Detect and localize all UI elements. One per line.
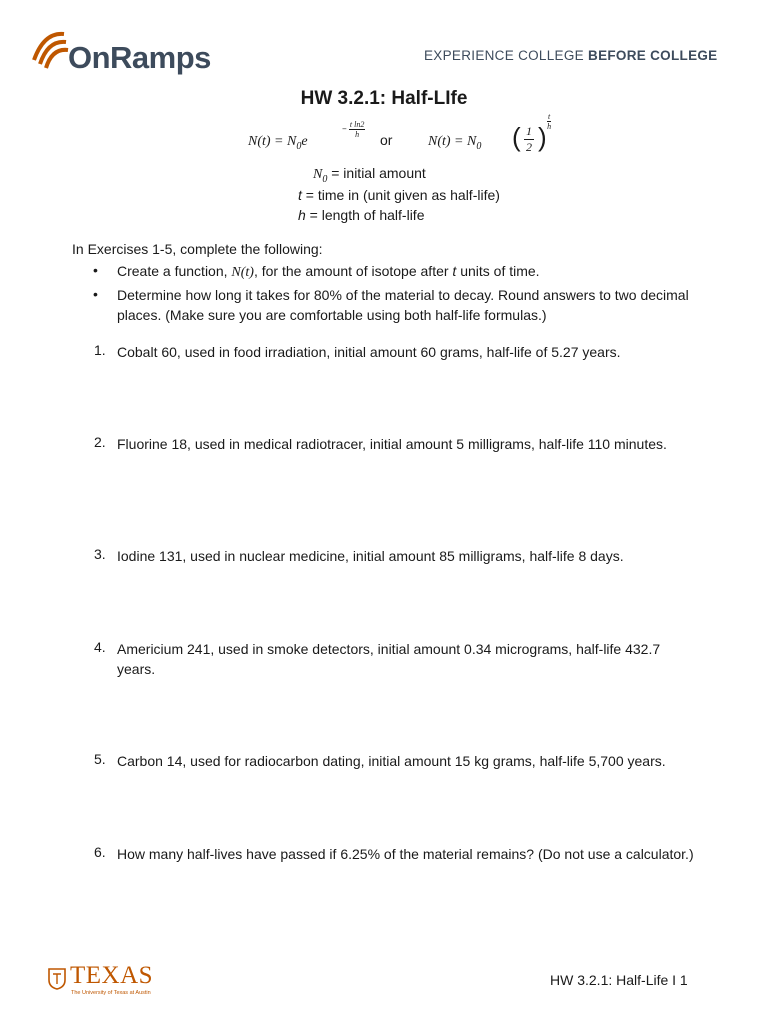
formula-exponent: − $\frac{\text{t ln2}}{h}$	[342, 120, 365, 139]
formula-half-power	[428, 112, 552, 154]
header-tagline	[424, 48, 717, 63]
formula2-sub0: 0	[476, 140, 482, 152]
exponent-numerator: t ln2	[349, 120, 365, 129]
question-text: Iodine 131, used in nuclear medicine, initial amount 85 milligrams, half-life 8 days.	[117, 548, 624, 564]
question-number: 3.	[94, 546, 106, 562]
page-footer-label: HW 3.2.1: Half-Life I 1	[550, 972, 688, 988]
page-title: HW 3.2.1: Half-LIfe	[300, 88, 468, 109]
bullet1-post: units of time.	[456, 263, 540, 279]
question-number: 1.	[94, 342, 106, 358]
def-text-halflife: = length of half-life	[305, 207, 425, 223]
fraction-denominator: 2	[526, 140, 532, 154]
def-text-initial: = initial amount	[327, 165, 426, 181]
formula2-lhs: N(t) = N	[428, 134, 477, 149]
def-sub0: 0	[322, 173, 328, 185]
formula-sub0: 0	[296, 140, 302, 152]
bullet1-fn: N(t)	[231, 265, 254, 280]
formula-or: or	[380, 132, 393, 148]
tagline-bold: BEFORE COLLEGE	[588, 48, 718, 63]
definition-time	[298, 187, 500, 203]
question-text: Cobalt 60, used in food irradiation, initial amount 60 grams, half-life of 5.27 years.	[117, 344, 621, 360]
question-number: 2.	[94, 434, 106, 450]
formula2-fraction	[524, 124, 534, 155]
def-var-h: h	[298, 207, 306, 223]
question-text: Americium 241, used in smoke detectors, initial amount 0.34 micrograms, half-life 432.7 years.	[117, 641, 661, 677]
exponent2-denominator: h	[547, 122, 552, 131]
def-var-t: t	[298, 187, 302, 203]
definition-initial-amount	[313, 165, 426, 185]
def-text-time: = time in (unit given as half-life)	[301, 187, 500, 203]
tagline-regular: EXPERIENCE COLLEGE	[424, 48, 589, 63]
onramps-wordmark: OnRamps	[68, 40, 211, 75]
exercise-intro: In Exercises 1-5, complete the following:	[72, 241, 323, 257]
bullet1-var: t	[452, 263, 457, 279]
exponent2-numerator: t	[548, 112, 551, 121]
formula-exponential	[248, 120, 365, 152]
question-number: 5.	[94, 751, 106, 767]
texas-subtitle: The University of Texas at Austin	[71, 990, 151, 996]
fraction-numerator: 1	[526, 124, 532, 138]
texas-seal-icon	[48, 968, 66, 990]
question-text: Fluorine 18, used in medical radiotracer, initial amount 5 milligrams, half-life 110 minutes.	[117, 436, 667, 452]
exponent-denominator: h	[355, 130, 360, 139]
formula-e: e	[301, 134, 308, 149]
bullet-create-function	[117, 261, 697, 283]
formula2-exponent	[547, 112, 551, 131]
bullet-dot: •	[93, 262, 98, 278]
right-paren: )	[538, 122, 547, 152]
definition-half-life	[298, 207, 424, 223]
bullet1-mid: , for the amount of isotope after	[253, 263, 453, 279]
question-number: 4.	[94, 639, 106, 655]
formula-lhs: N(t) = N	[248, 134, 297, 149]
onramps-ramp-icon	[30, 30, 70, 74]
bullet1-pre: Create a function,	[117, 263, 232, 279]
question-text: How many half-lives have passed if 6.25% of the material remains? (Do not use a calculator.)	[117, 846, 694, 862]
left-paren: (	[512, 122, 521, 152]
bullet-dot: •	[93, 286, 98, 302]
question-number: 6.	[94, 844, 106, 860]
question-text: Carbon 14, used for radiocarbon dating, initial amount 15 kg grams, half-life 5,700 years.	[117, 753, 666, 769]
texas-wordmark: TEXAS	[70, 962, 154, 989]
def-var-n: N	[313, 167, 323, 182]
bullet-determine-decay: Determine how long it takes for 80% of the material to decay. Round answers to two decimal places. (Make sure you are comfortable using both half-life formulas.)	[117, 287, 689, 323]
